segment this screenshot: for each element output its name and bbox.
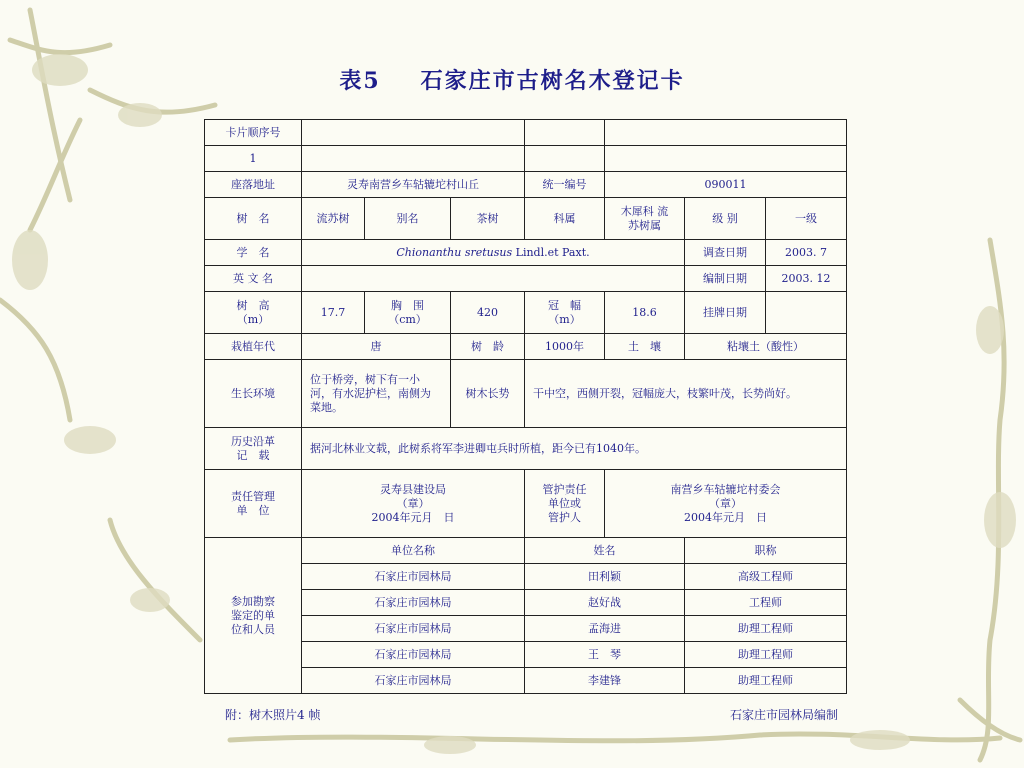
mgmt-label: [205, 470, 302, 538]
planted-era-value: 唐: [302, 334, 451, 360]
height-label-text: 树 高: [236, 298, 270, 312]
protect-unit-date: 2004年元月 日: [684, 510, 768, 524]
table-row: [205, 642, 847, 668]
protect-label-line1: 管护责任: [542, 482, 587, 496]
card-no-value: 1: [205, 146, 302, 172]
compile-date-label: 编制日期: [685, 266, 766, 292]
surveyor-unit: 石家庄市园林局: [302, 616, 525, 642]
history-label-line2: 记 载: [236, 448, 270, 462]
history-value: 据河北林业文载，此树系将军李进卿屯兵时所植，距今已有1040年。: [302, 428, 847, 470]
family-value: 木犀科 流苏树属: [605, 198, 685, 240]
protect-label-line3: 管护人: [548, 510, 582, 524]
surveyor-unit: 石家庄市园林局: [302, 590, 525, 616]
surveyor-title: 助理工程师: [685, 616, 847, 642]
surveyor-unit: 石家庄市园林局: [302, 642, 525, 668]
english-name-label: 英 文 名: [205, 266, 302, 292]
history-label: [205, 428, 302, 470]
blank-cell: [302, 146, 525, 172]
soil-value: 粘壤土（酸性）: [685, 334, 847, 360]
surveyor-unit: 石家庄市园林局: [302, 668, 525, 694]
planted-era-label: 栽植年代: [205, 334, 302, 360]
table-row: [205, 590, 847, 616]
surveyor-title: 助理工程师: [685, 642, 847, 668]
footer-compiler: 石家庄市园林局编制: [729, 708, 838, 722]
protect-unit: [605, 470, 847, 538]
footer-note: 附：树木照片4 帧: [225, 708, 321, 722]
survey-group-line2: 鉴定的单: [231, 608, 275, 622]
crown-label-text: 冠 幅: [548, 298, 582, 312]
col-name-header: 姓名: [525, 538, 685, 564]
soil-label: 土 壤: [605, 334, 685, 360]
col-unit-header: 单位名称: [302, 538, 525, 564]
surveyor-name: 孟海进: [525, 616, 685, 642]
girth-value: 420: [451, 292, 525, 334]
girth-label-text: 胸 围: [391, 298, 424, 312]
height-value: 17.7: [302, 292, 365, 334]
surveyor-title: 高级工程师: [685, 564, 847, 590]
mgmt-unit-seal: （章）: [396, 496, 430, 510]
location-value: 灵寿南营乡车轱辘坨村山丘: [302, 172, 525, 198]
survey-group-line3: 位和人员: [231, 622, 275, 636]
col-title-header: 职称: [685, 538, 847, 564]
protect-label-line2: 单位或: [548, 496, 582, 510]
tag-date-value: [766, 292, 847, 334]
tag-date-label: 挂牌日期: [685, 292, 766, 334]
crown-unit: （m）: [548, 312, 581, 326]
registration-card-table: [204, 119, 847, 694]
crown-label: [525, 292, 605, 334]
tree-name-value: 流苏树: [302, 198, 365, 240]
table-number: 表5: [339, 68, 381, 94]
mgmt-label-line2: 单 位: [236, 503, 270, 517]
mgmt-unit-name: 灵寿县建设局: [380, 482, 446, 496]
unified-no-label: 统一编号: [525, 172, 605, 198]
sci-name-value: [302, 240, 685, 266]
card-no-blank-2: [525, 120, 605, 146]
unified-no-value: 090011: [605, 172, 847, 198]
age-label: 树 龄: [451, 334, 525, 360]
alias-label: 别名: [365, 198, 451, 240]
surveyor-name: 李建锋: [525, 668, 685, 694]
table-row: [205, 564, 847, 590]
height-unit: （m）: [236, 312, 270, 326]
surveyor-unit: 石家庄市园林局: [302, 564, 525, 590]
mgmt-unit-date: 2004年元月 日: [371, 510, 455, 524]
card-no-label: 卡片顺序号: [205, 120, 302, 146]
sci-name-author: Lindl.et Paxt.: [512, 245, 590, 259]
surveyor-title: 助理工程师: [685, 668, 847, 694]
location-label: 座落地址: [205, 172, 302, 198]
grade-value: 一级: [766, 198, 847, 240]
blank-cell: [605, 146, 847, 172]
surveyor-name: 田利颖: [525, 564, 685, 590]
card-no-blank-3: [605, 120, 847, 146]
card-no-blank: [302, 120, 525, 146]
growth-value: 干中空，西侧开裂，冠幅庞大，枝繁叶茂，长势尚好。: [525, 360, 847, 428]
title-text: 石家庄市古树名木登记卡: [420, 68, 685, 94]
protect-unit-seal: （章）: [709, 496, 743, 510]
survey-group-line1: 参加勘察: [231, 594, 275, 608]
girth-unit: （cm）: [388, 312, 427, 326]
blank-cell: [525, 146, 605, 172]
height-label: [205, 292, 302, 334]
survey-date-label: 调查日期: [685, 240, 766, 266]
protect-label: [525, 470, 605, 538]
growth-label: 树木长势: [451, 360, 525, 428]
english-name-value: [302, 266, 685, 292]
compile-date-value: 2003. 12: [766, 266, 847, 292]
crown-value: 18.6: [605, 292, 685, 334]
environment-value: 位于桥旁，树下有一小河，有水泥护栏，南侧为菜地。: [302, 360, 451, 428]
surveyor-name: 王 琴: [525, 642, 685, 668]
surveyor-name: 赵好战: [525, 590, 685, 616]
alias-value: 茶树: [451, 198, 525, 240]
environment-label: 生长环境: [205, 360, 302, 428]
survey-date-value: 2003. 7: [766, 240, 847, 266]
surveyor-title: 工程师: [685, 590, 847, 616]
protect-unit-name: 南营乡车轱辘坨村委会: [670, 482, 781, 496]
girth-label: [365, 292, 451, 334]
mgmt-unit: [302, 470, 525, 538]
tree-name-label: 树 名: [205, 198, 302, 240]
survey-group-label: [205, 538, 302, 694]
history-label-line1: 历史沿革: [231, 434, 275, 448]
age-value: 1000年: [525, 334, 605, 360]
sci-name-italic: Chionanthu sretusus: [396, 245, 513, 259]
family-label: 科属: [525, 198, 605, 240]
grade-label: 级 别: [685, 198, 766, 240]
sci-name-label: 学 名: [205, 240, 302, 266]
mgmt-label-line1: 责任管理: [231, 489, 275, 503]
table-row: [205, 616, 847, 642]
table-row: [205, 668, 847, 694]
page-title: [0, 64, 1024, 95]
